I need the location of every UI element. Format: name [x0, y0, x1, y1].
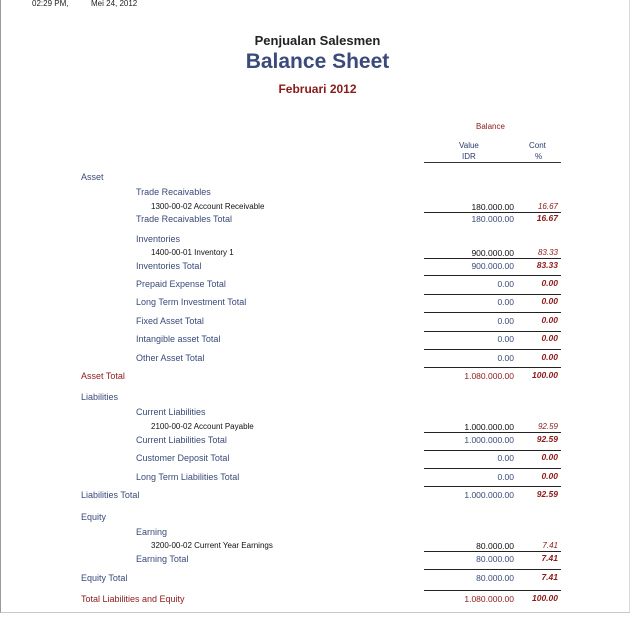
total-long-term-liabilities: Long Term Liabilities Total	[136, 472, 240, 482]
group-current-liabilities: Current Liabilities	[136, 407, 206, 417]
account-value: 1.000.000.00	[464, 422, 514, 432]
group-earning: Earning	[136, 527, 168, 537]
total-percent: 0.00	[541, 452, 558, 462]
equity-total-percent: 7.41	[541, 572, 558, 582]
total-percent: 0.00	[541, 315, 558, 325]
total-trade-receivables: Trade Recaivables Total	[136, 214, 233, 224]
account-value: 180.000.00	[471, 202, 514, 212]
total-value: 0.00	[497, 279, 514, 289]
total-intangible-asset: Intangible asset Total	[136, 334, 221, 344]
row-divider	[424, 294, 561, 295]
grand-total: Total Liabilities and Equity	[81, 594, 185, 604]
total-value: 0.00	[497, 334, 514, 344]
total-percent: 0.00	[541, 333, 558, 343]
row-divider	[424, 551, 561, 552]
account-value: 80.000.00	[476, 541, 514, 551]
total-percent: 16.67	[536, 213, 558, 223]
asset-total-percent: 100.00	[532, 370, 558, 380]
row-divider	[424, 450, 561, 451]
account-row: 3200-00-02 Current Year Earnings	[151, 541, 273, 550]
total-fixed-asset: Fixed Asset Total	[136, 316, 204, 326]
column-value-label: Value	[459, 141, 479, 150]
header-divider	[424, 162, 561, 163]
total-value: 900.000.00	[471, 261, 514, 271]
report-title: Balance Sheet	[245, 50, 390, 73]
equity-total-value: 80.000.00	[476, 573, 514, 583]
account-row: 1300-00-02 Account Receivable	[151, 202, 265, 211]
total-percent: 0.00	[541, 296, 558, 306]
row-divider	[424, 486, 561, 487]
column-percent: %	[535, 152, 543, 161]
liabilities-total-value: 1.000.000.00	[464, 490, 514, 500]
liabilities-total: Liabilities Total	[81, 490, 140, 500]
total-percent: 0.00	[541, 278, 558, 288]
account-row: 1400-00-01 Inventory 1	[151, 248, 234, 257]
row-divider	[424, 258, 561, 259]
column-cont	[529, 140, 546, 162]
liabilities-total-percent: 92.59	[536, 489, 558, 499]
account-percent: 83.33	[537, 248, 558, 257]
account-value: 900.000.00	[471, 248, 514, 258]
print-time: 02:29 PM,	[32, 0, 69, 8]
row-divider	[424, 312, 561, 313]
total-value: 80.000.00	[476, 554, 514, 564]
total-value: 0.00	[497, 353, 514, 363]
section-equity: Equity	[81, 512, 107, 522]
total-percent: 0.00	[541, 352, 558, 362]
total-other-asset: Other Asset Total	[136, 353, 205, 363]
asset-total-value: 1.080.000.00	[464, 371, 514, 381]
total-value: 1.000.000.00	[464, 435, 514, 445]
total-inventories: Inventories Total	[136, 261, 202, 271]
total-value: 0.00	[497, 453, 514, 463]
total-value: 0.00	[497, 297, 514, 307]
total-customer-deposit: Customer Deposit Total	[136, 453, 230, 463]
row-divider	[424, 468, 561, 469]
row-divider	[424, 432, 561, 433]
company-name: Penjualan Salesmen	[254, 33, 381, 48]
grand-total-percent: 100.00	[532, 593, 558, 603]
group-trade-receivables: Trade Recaivables	[136, 187, 211, 197]
print-date: Mei 24, 2012	[91, 0, 138, 8]
total-percent: 92.59	[536, 434, 558, 444]
section-liabilities: Liabilities	[81, 392, 119, 402]
column-cont-label: Cont	[529, 141, 546, 150]
grand-total-value: 1.080.000.00	[464, 594, 514, 604]
row-divider	[424, 275, 561, 276]
total-value: 0.00	[497, 472, 514, 482]
total-value: 180.000.00	[471, 214, 514, 224]
total-value: 0.00	[497, 316, 514, 326]
equity-total: Equity Total	[81, 573, 128, 583]
column-value	[459, 140, 479, 162]
total-prepaid-expense: Prepaid Expense Total	[136, 279, 226, 289]
column-balance: Balance	[476, 122, 505, 131]
row-divider	[424, 349, 561, 350]
account-percent: 92.59	[537, 422, 558, 431]
row-divider	[424, 590, 561, 591]
report-period: Februari 2012	[278, 82, 357, 96]
account-row: 2100-00-02 Account Payable	[151, 422, 254, 431]
column-currency: IDR	[462, 152, 476, 161]
section-asset: Asset	[81, 172, 104, 182]
total-percent: 83.33	[536, 260, 558, 270]
total-current-liabilities: Current Liabilities Total	[136, 435, 227, 445]
total-percent: 0.00	[541, 471, 558, 481]
group-inventories: Inventories	[136, 234, 181, 244]
row-divider	[424, 367, 561, 368]
total-long-term-investment: Long Term Investment Total	[136, 297, 247, 307]
account-percent: 7.41	[542, 541, 558, 550]
total-percent: 7.41	[541, 553, 558, 563]
row-divider	[424, 569, 561, 570]
total-earning: Earning Total	[136, 554, 189, 564]
account-percent: 16.67	[537, 202, 558, 211]
row-divider	[424, 331, 561, 332]
asset-total: Asset Total	[81, 371, 125, 381]
